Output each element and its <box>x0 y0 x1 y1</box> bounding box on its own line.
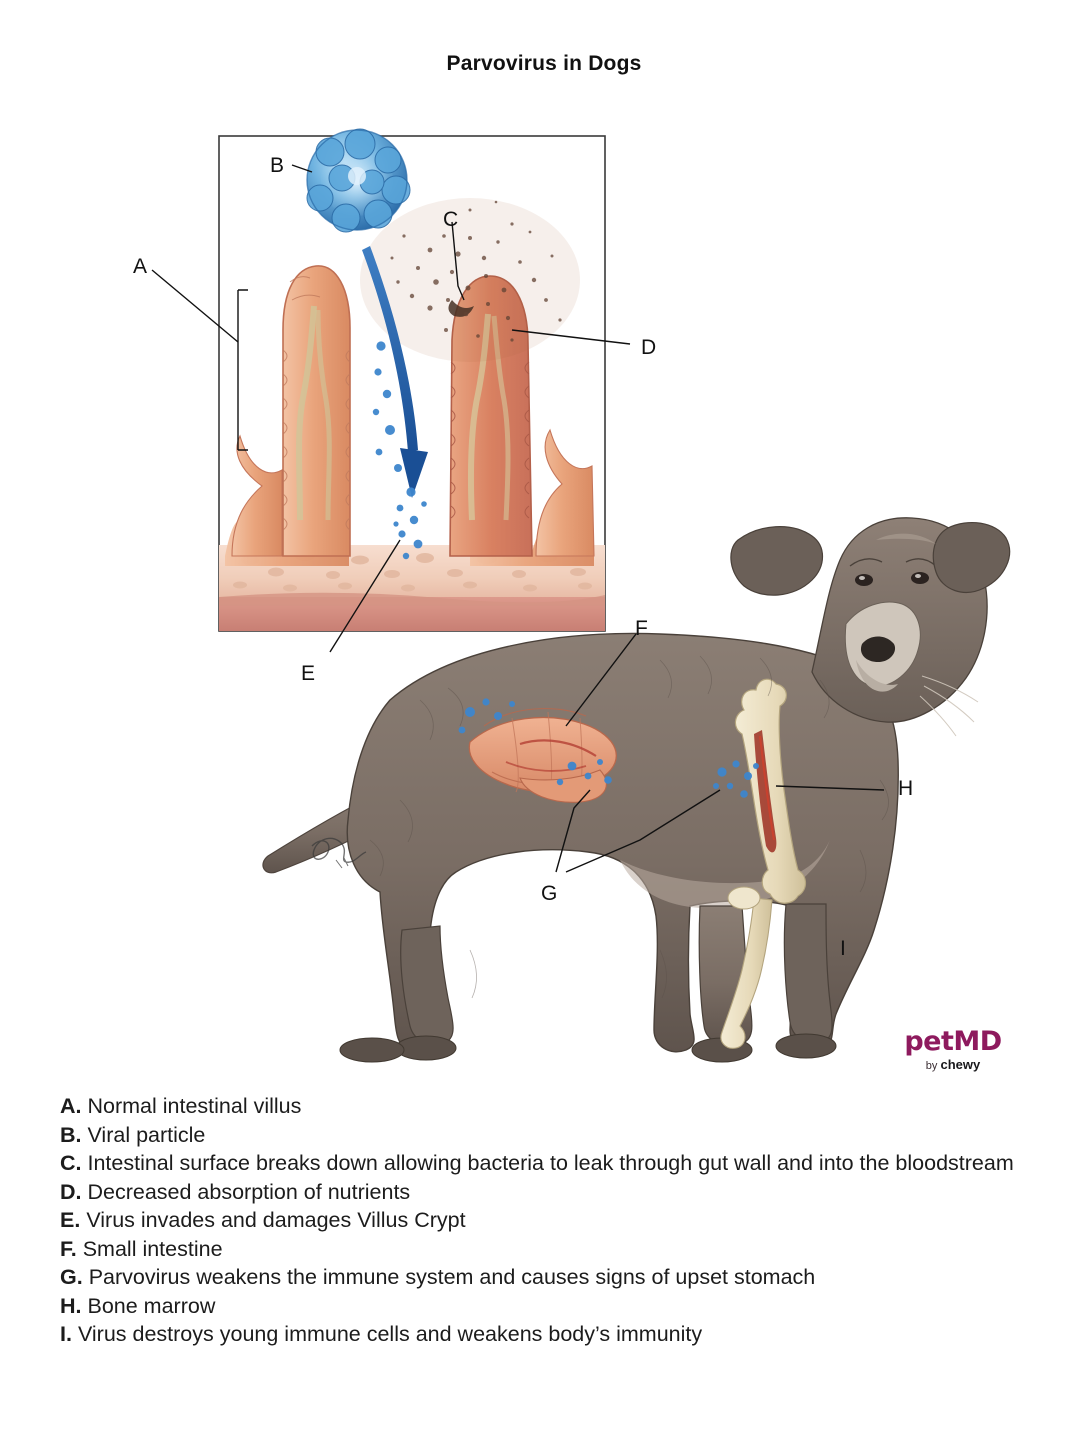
brand-byline <box>898 1058 1008 1072</box>
callout-c: C <box>443 208 459 231</box>
callout-i: I <box>840 937 846 960</box>
legend-text: Virus destroys young immune cells and weakens body’s immunity <box>77 1322 703 1346</box>
callout-f: F <box>635 617 648 640</box>
brand-by: by <box>925 1060 938 1072</box>
callout-b: B <box>270 154 285 177</box>
legend-key: C. <box>60 1151 82 1175</box>
legend-key: G. <box>60 1265 83 1289</box>
legend-text: Viral particle <box>87 1122 206 1147</box>
legend-key: B. <box>60 1122 82 1147</box>
legend-text: Decreased absorption of nutrients <box>87 1179 411 1204</box>
legend-item <box>60 1235 1070 1264</box>
legend-text: Bone marrow <box>87 1293 216 1318</box>
callout-g: G <box>541 882 558 905</box>
legend-text: Small intestine <box>82 1236 223 1261</box>
legend-item <box>60 1092 1070 1121</box>
legend-text: Parvovirus weakens the immune system and causes signs of upset stomach <box>88 1265 816 1289</box>
legend-item <box>60 1149 1070 1178</box>
normal-villus <box>283 266 350 556</box>
petmd-logo <box>898 1028 1008 1072</box>
legend-key: I. <box>60 1322 72 1346</box>
legend-key: H. <box>60 1293 82 1318</box>
legend-item <box>60 1320 1070 1349</box>
legend-item <box>60 1206 1070 1235</box>
legend-item <box>60 1178 1070 1207</box>
legend-key: F. <box>60 1236 77 1261</box>
legend-item <box>60 1263 1070 1292</box>
legend <box>60 1092 1070 1349</box>
callout-d: D <box>641 336 657 359</box>
callout-e: E <box>301 662 316 685</box>
villi-inset-panel <box>219 136 605 631</box>
page-title: Parvovirus in Dogs <box>446 52 642 75</box>
legend-item <box>60 1121 1070 1150</box>
brand-name: petMD <box>904 1026 1002 1057</box>
brand-parent: chewy <box>940 1057 981 1072</box>
legend-text: Intestinal surface breaks down allowing bacteria to leak through gut wall and into the bloodstream <box>87 1151 1014 1175</box>
legend-text: Normal intestinal villus <box>87 1094 302 1118</box>
callout-h: H <box>898 777 914 800</box>
legend-text: Virus invades and damages Villus Crypt <box>86 1208 466 1232</box>
legend-key: D. <box>60 1179 82 1204</box>
callout-a: A <box>133 255 148 278</box>
legend-item <box>60 1292 1070 1321</box>
legend-key: E. <box>60 1208 81 1232</box>
legend-key: A. <box>60 1094 82 1118</box>
